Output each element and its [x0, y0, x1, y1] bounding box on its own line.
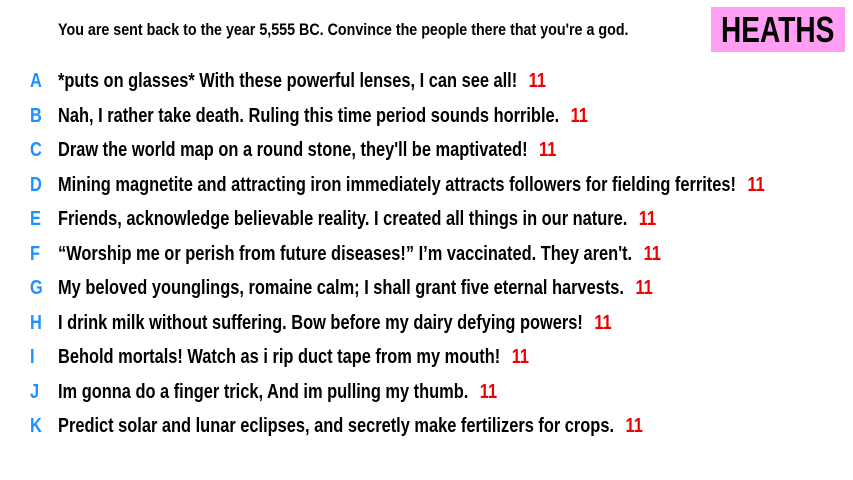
logo-text: HEATHS — [721, 8, 835, 50]
answer-points: 11 — [511, 346, 530, 368]
answer-text: Im gonna do a finger trick, And im pulling my thumb. — [58, 380, 469, 403]
answer-letter: K — [30, 415, 42, 437]
answer-points: 11 — [528, 70, 547, 92]
answer-letter: F — [30, 242, 41, 265]
heaths-logo — [711, 7, 845, 52]
answer-points: 11 — [570, 104, 589, 127]
answer-row-i — [0, 346, 853, 376]
answer-row-j — [0, 381, 853, 411]
answer-row-e — [0, 208, 853, 238]
answer-text: My beloved younglings, romaine calm; I shall grant five eternal harvests. — [58, 277, 624, 299]
answer-text: I drink milk without suffering. Bow before my dairy defying powers! — [58, 311, 583, 334]
answer-text: Mining magnetite and attracting iron immediately attracts followers for fielding ferrites! — [58, 173, 736, 196]
answer-row-h — [0, 312, 853, 342]
answer-letter: D — [30, 173, 42, 196]
answer-row-f — [0, 243, 853, 273]
answer-points: 11 — [635, 277, 653, 299]
answer-row-b — [0, 105, 853, 135]
answer-row-d — [0, 174, 853, 204]
answer-letter: C — [30, 139, 42, 161]
answer-text: Predict solar and lunar eclipses, and secretly make fertilizers for crops. — [58, 415, 615, 437]
answer-text: “Worship me or perish from future diseases!” I’m vaccinated. They aren't. — [58, 242, 633, 265]
answer-text: *puts on glasses* With these powerful lenses, I can see all! — [58, 70, 518, 92]
answer-text: Friends, acknowledge believable reality. I created all things in our nature. — [58, 208, 628, 230]
answer-row-g — [0, 277, 853, 307]
answer-letter: B — [30, 104, 42, 127]
answer-letter: E — [30, 208, 41, 230]
answer-points: 11 — [643, 242, 661, 265]
answer-letter: A — [30, 70, 42, 92]
answer-text: Draw the world map on a round stone, they'll be maptivated! — [58, 139, 528, 161]
answer-points: 11 — [625, 415, 643, 437]
prompt-text: You are sent back to the year 5,555 BC. Convince the people there that you're a god. — [58, 20, 629, 39]
answer-text: Behold mortals! Watch as i rip duct tape from my mouth! — [58, 346, 501, 368]
answer-points: 11 — [479, 380, 498, 403]
answer-points: 11 — [539, 139, 557, 161]
answer-row-c — [0, 139, 853, 169]
answer-letter: J — [30, 380, 40, 403]
answer-row-k — [0, 415, 853, 445]
answer-letter: I — [30, 346, 35, 368]
answer-points: 11 — [594, 311, 612, 334]
answer-text: Nah, I rather take death. Ruling this time period sounds horrible. — [58, 104, 560, 127]
answer-points: 11 — [638, 208, 657, 230]
answer-letter: G — [30, 277, 43, 299]
answer-letter: H — [30, 311, 42, 334]
answer-points: 11 — [747, 173, 765, 196]
answer-row-a — [0, 70, 853, 100]
